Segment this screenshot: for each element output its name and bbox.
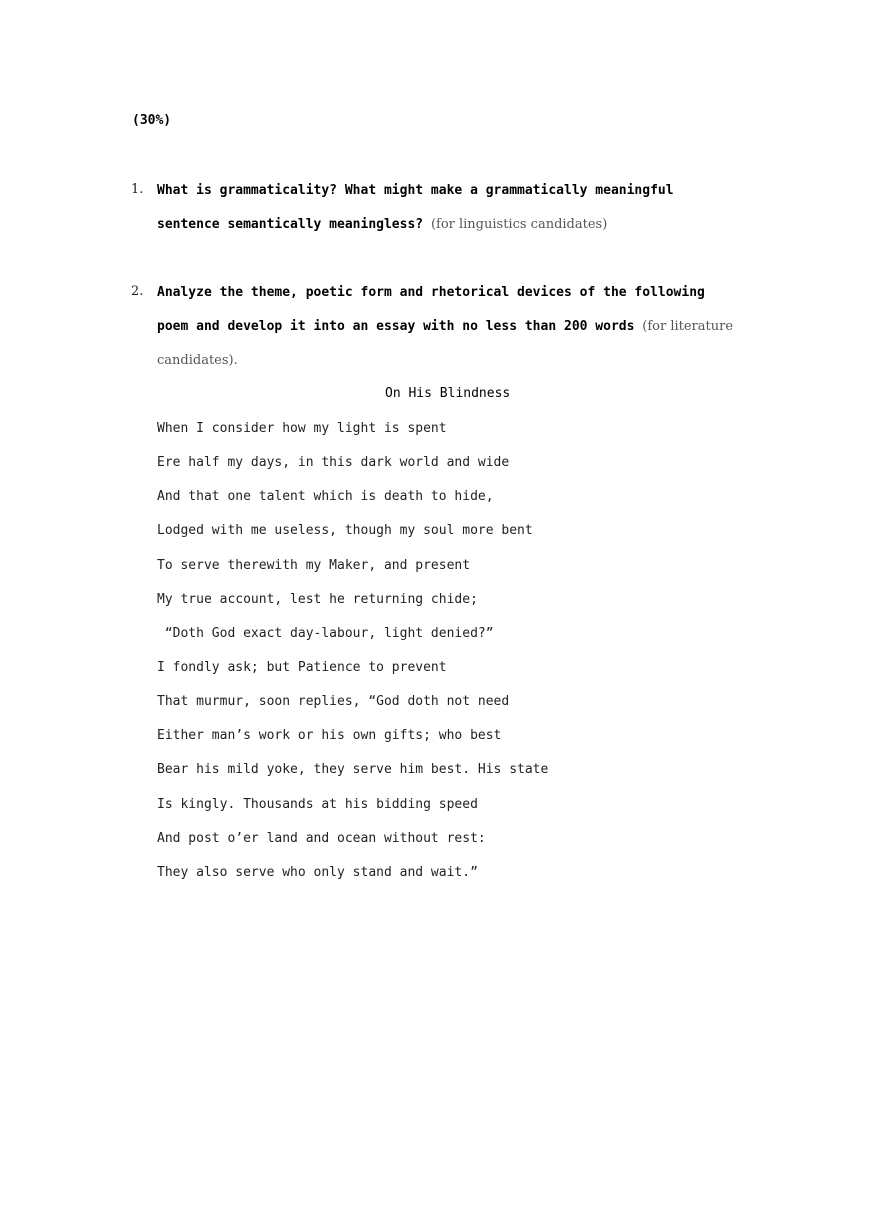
poem-line: Either man’s work or his own gifts; who best (157, 728, 502, 744)
question-note: (for linguistics candidates) (430, 217, 608, 232)
poem-line: And that one talent which is death to hide, (157, 489, 494, 505)
poem-line: “Doth God exact day-labour, light denied?” (157, 625, 494, 641)
question-note: (for literature candidates). (157, 319, 734, 368)
poem-line: That murmur, soon replies, “God doth not need (157, 694, 510, 710)
poem-lines (157, 414, 548, 892)
question-1 (131, 174, 741, 242)
poem-title: On His Blindness (385, 386, 511, 401)
poem-line: They also serve who only stand and wait.” (157, 864, 478, 880)
question-text: Analyze the theme, poetic form and rhetorical devices of the following poem and develop it into an essay with no less than 200 words (157, 285, 705, 334)
question-number: 1. (131, 182, 144, 197)
poem-line: To serve therewith my Maker, and present (157, 557, 471, 573)
question-body (157, 276, 741, 378)
poem-line: My true account, lest he returning chide; (157, 591, 478, 607)
question-number: 2. (131, 284, 144, 299)
question-body (157, 174, 741, 242)
poem-line: Bear his mild yoke, they serve him best. His state (157, 762, 549, 778)
poem-line: When I consider how my light is spent (157, 421, 447, 436)
poem-line: Lodged with me useless, though my soul more bent (157, 523, 533, 539)
poem-line: I fondly ask; but Patience to prevent (157, 659, 447, 675)
section-score: (30%) (132, 113, 172, 128)
question-2 (131, 276, 741, 378)
poem-line: Ere half my days, in this dark world and wide (157, 455, 510, 471)
poem-line: And post o’er land and ocean without rest: (157, 830, 486, 846)
question-text: What is grammaticality? What might make a grammatically meaningful sentence semantically meaningless? (157, 183, 674, 232)
poem-line: Is kingly. Thousands at his bidding speed (157, 796, 478, 812)
